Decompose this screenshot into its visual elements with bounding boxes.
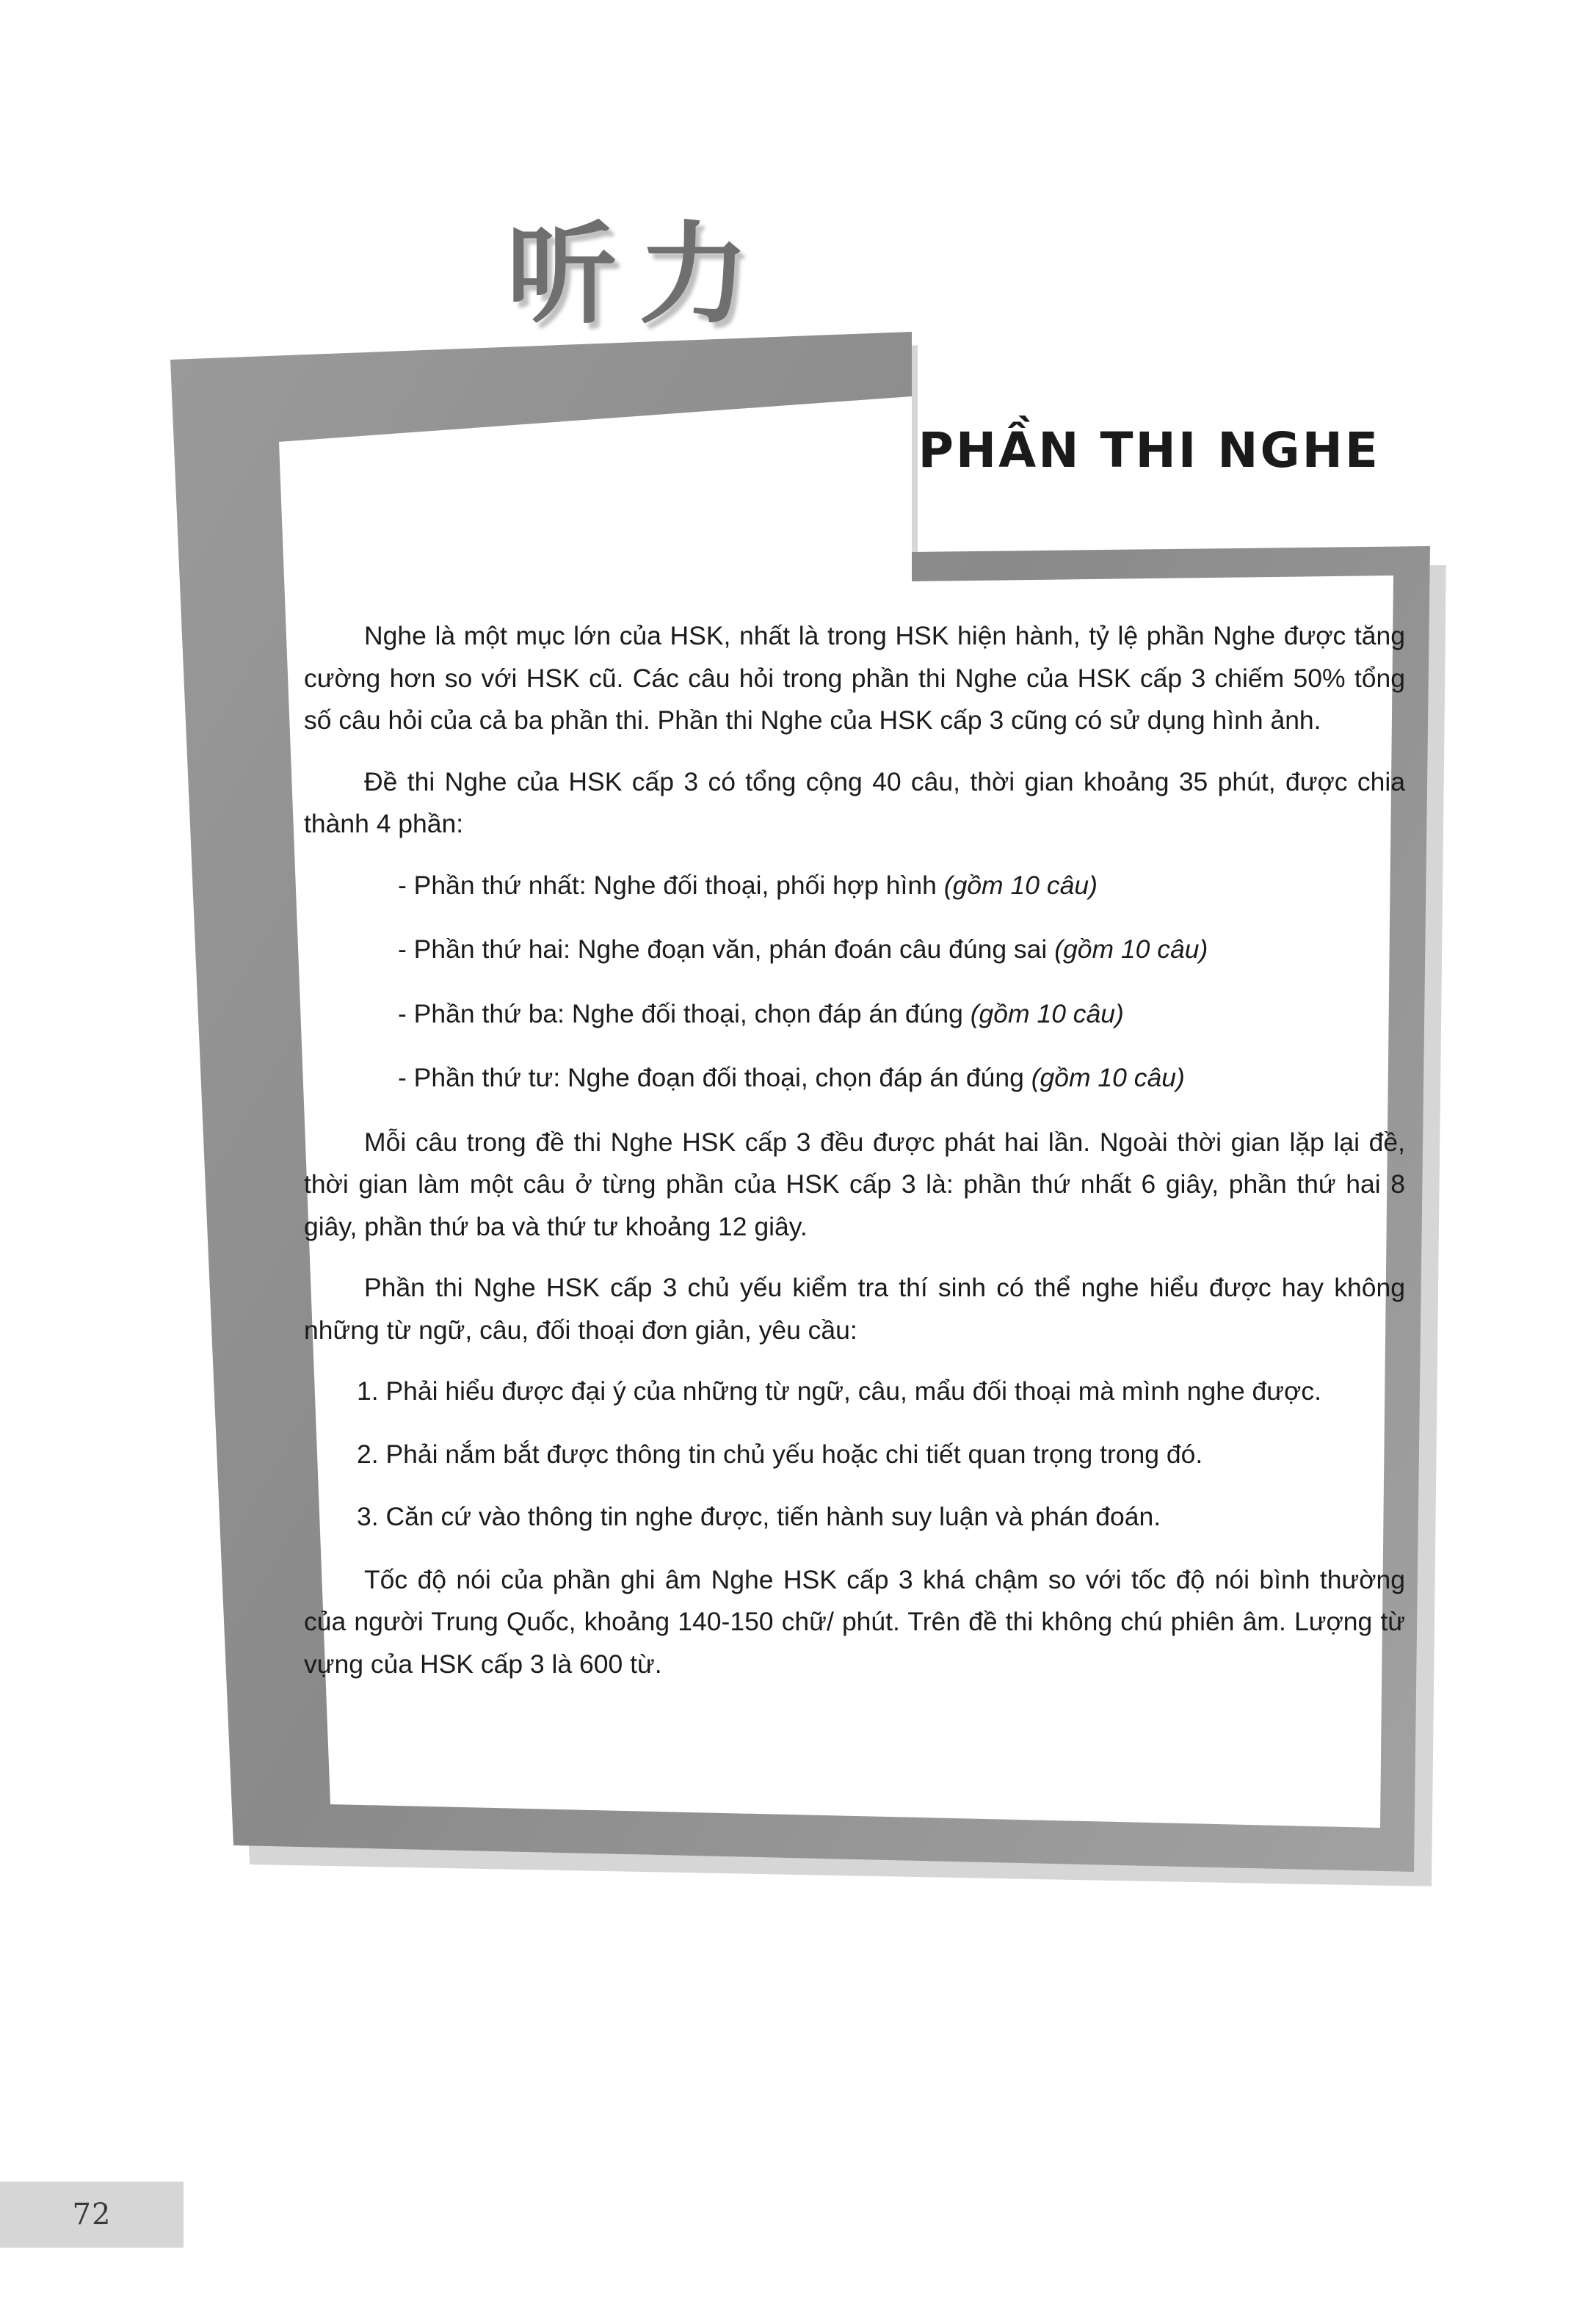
paragraph-emphasis: (gồm 10 câu) (1054, 934, 1208, 964)
page-number: 72 (72, 2198, 112, 2232)
paragraph: - Phần thứ ba: Nghe đối thoại, chọn đáp án đúng (gồm 10 câu) (398, 998, 1124, 1028)
paragraph: 2. Phải nắm bắt được thông tin chủ yếu hoặc chi tiết quan trọng trong đó. (357, 1439, 1203, 1469)
page-title: PHẦN THI NGHE (918, 422, 1380, 479)
paragraph: - Phần thứ hai: Nghe đoạn văn, phán đoán câu đúng sai (gồm 10 câu) (398, 934, 1208, 964)
paragraph-emphasis: (gồm 10 câu) (943, 870, 1098, 900)
chinese-title: 听力 (507, 211, 772, 339)
paragraph-emphasis: (gồm 10 câu) (1031, 1063, 1185, 1092)
paragraph: Phần thi Nghe HSK cấp 3 chủ yếu kiểm tra thí sinh có thể nghe hiểu được hay không những từ ngữ, câu, đối thoại đơn giản, yêu cầu: (304, 1273, 1405, 1345)
page-number-box (0, 2182, 184, 2248)
body-text (304, 615, 1405, 1685)
paragraph: - Phần thứ tư: Nghe đoạn đối thoại, chọn đáp án đúng (gồm 10 câu) (398, 1063, 1185, 1092)
paragraph-emphasis: (gồm 10 câu) (970, 998, 1124, 1028)
paragraph: Đề thi Nghe của HSK cấp 3 có tổng cộng 40 câu, thời gian khoảng 35 phút, được chia thành 4 phần: (304, 766, 1405, 838)
paragraph: - Phần thứ nhất: Nghe đối thoại, phối hợp hình (gồm 10 câu) (398, 870, 1098, 900)
paragraph: 1. Phải hiểu được đại ý của những từ ngữ, câu, mẩu đối thoại mà mình nghe được. (357, 1376, 1321, 1406)
paragraph: Nghe là một mục lớn của HSK, nhất là trong HSK hiện hành, tỷ lệ phần Nghe được tăng cường hơn so với HSK cũ. Các câu hỏi trong phần thi Nghe của HSK cấp 3 chiếm 50% tổng số câu hỏi của cả ba phần thi. Phần thi Nghe của HSK cấp 3 cũng có sử dụng hình ảnh. (304, 621, 1405, 735)
paragraph: Mỗi câu trong đề thi Nghe HSK cấp 3 đều được phát hai lần. Ngoài thời gian lặp lại đề, thời gian làm một câu ở từng phần của HSK cấp 3 là: phần thứ nhất 6 giây, phần thứ hai 8 giây, phần thứ ba và thứ tư khoảng 12 giây. (304, 1127, 1405, 1241)
paragraph: Tốc độ nói của phần ghi âm Nghe HSK cấp 3 khá chậm so với tốc độ nói bình thường của người Trung Quốc, khoảng 140-150 chữ/ phút. Trên đề thi không chú phiên âm. Lượng từ vựng của HSK cấp 3 là 600 từ. (304, 1564, 1405, 1679)
paragraph: 3. Căn cứ vào thông tin nghe được, tiến hành suy luận và phán đoán. (357, 1502, 1161, 1531)
